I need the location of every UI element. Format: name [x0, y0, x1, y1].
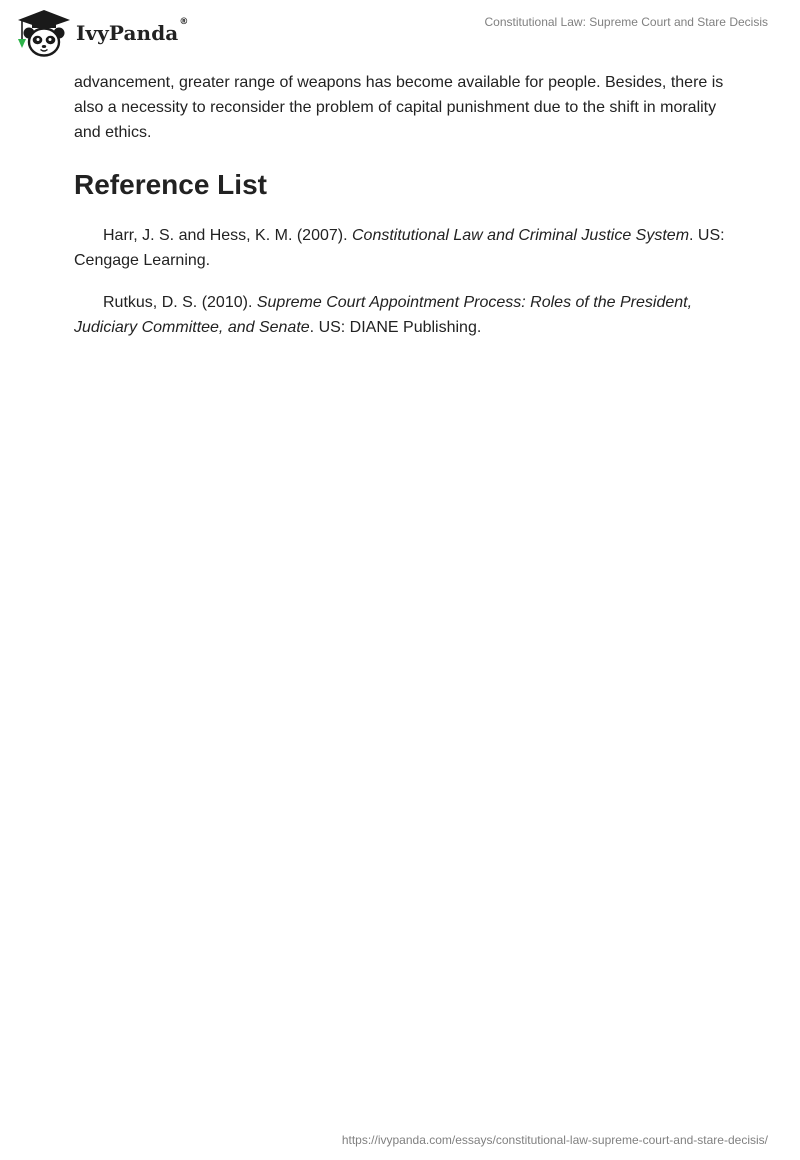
continuation-paragraph: advancement, greater range of weapons has become available for people. Besides, there is also a necessity to reconsider the problem of capital punishment due to the shift in morality and ethics. [74, 74, 724, 141]
reference-list [74, 223, 734, 340]
reference-title: Constitutional Law and Criminal Justice System [351, 227, 690, 244]
brand-name: IvyPanda® [76, 17, 189, 45]
running-title: Constitutional Law: Supreme Court and Stare Decisis [484, 15, 768, 29]
reference-list-heading: Reference List [74, 169, 267, 200]
reference-item: Harr, J. S. and Hess, K. M. (2007). Constitutional Law and Criminal Justice System. US: Cengage Learning. [74, 227, 725, 269]
page-header [0, 0, 800, 70]
source-url-link[interactable]: https://ivypanda.com/essays/constitutional-law-supreme-court-and-stare-decisis/ [341, 1133, 768, 1147]
registered-mark: ® [179, 17, 189, 27]
ivypanda-logo[interactable] [14, 8, 188, 58]
reference-title: Supreme Court Appointment Process: Roles of the President, Judiciary Committee, and Senate [74, 294, 693, 336]
essay-content [74, 70, 734, 357]
panda-graduate-icon [14, 8, 72, 58]
reference-item: Rutkus, D. S. (2010). Supreme Court Appointment Process: Roles of the President, Judiciary Committee, and Senate. US: DIANE Publishing. [74, 294, 693, 336]
